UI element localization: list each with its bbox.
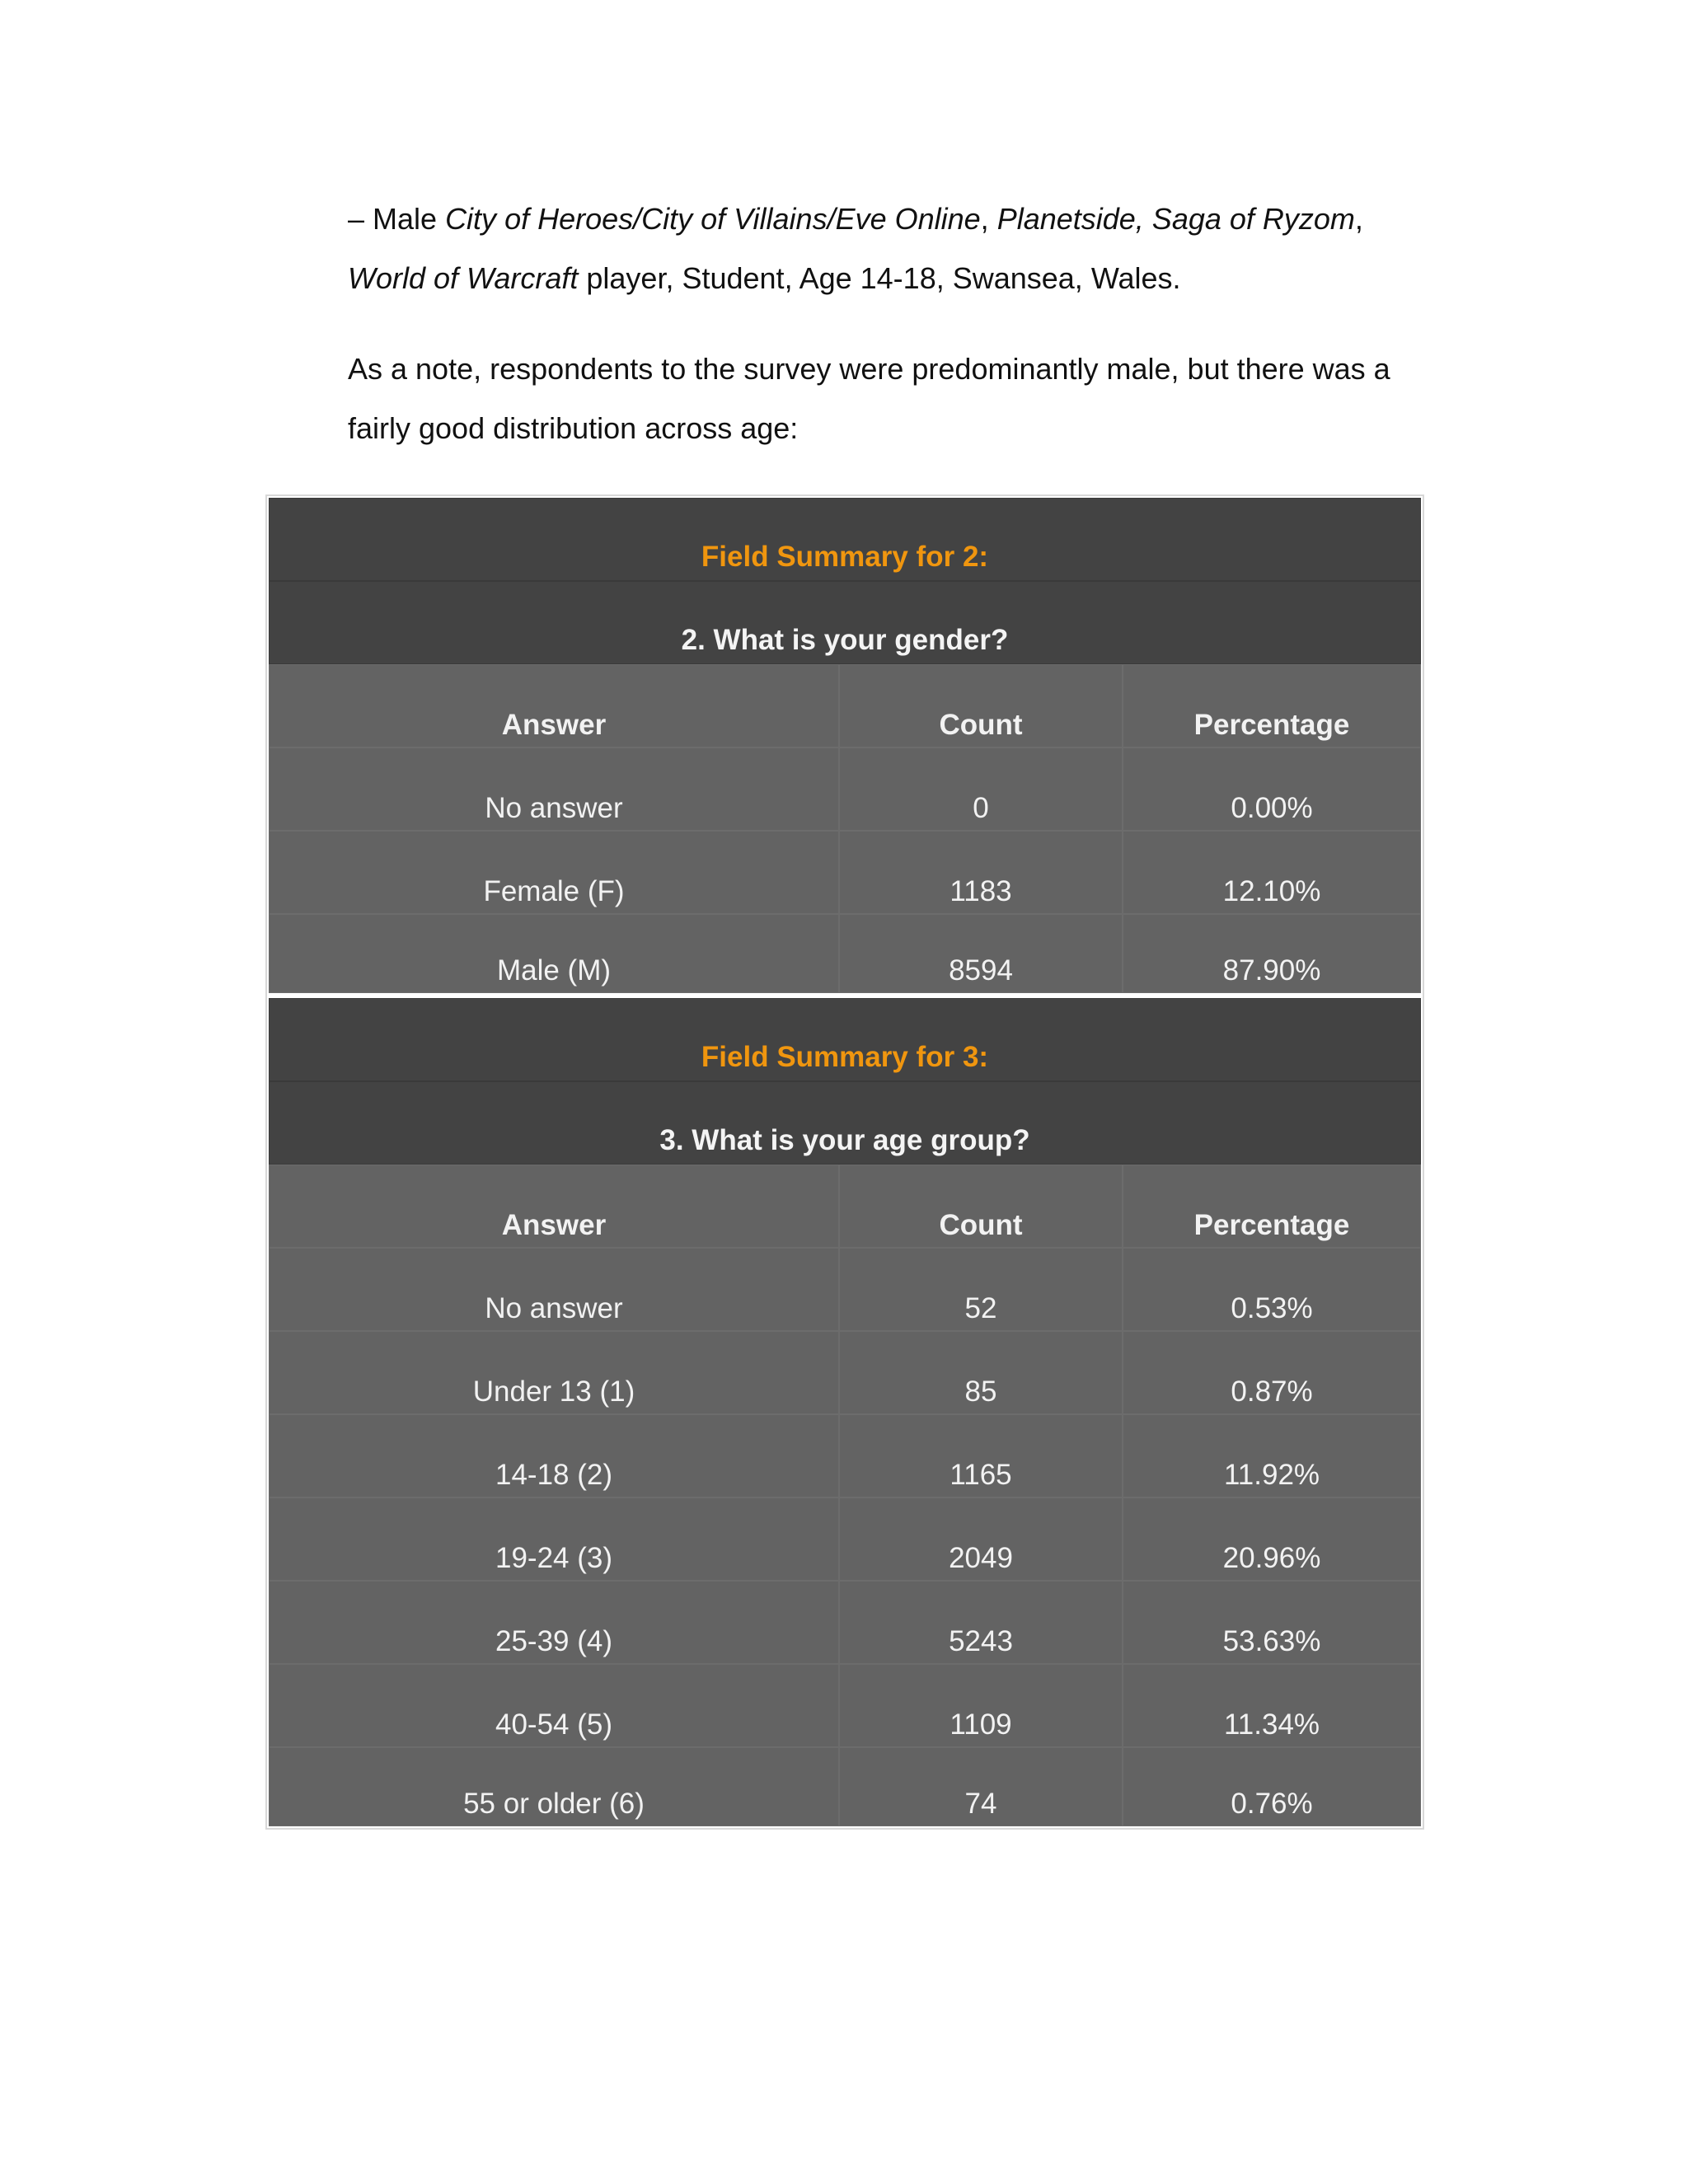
- percentage-cell: 0.76%: [1123, 1747, 1421, 1826]
- note-text: As a note, respondents to the survey were predominantly male, but there was a fairly good distribution across age:: [348, 352, 1390, 445]
- table-row: [269, 1747, 1421, 1826]
- percentage-cell: 0.53%: [1123, 1248, 1421, 1331]
- table-row: [269, 914, 1421, 993]
- percentage-cell: 53.63%: [1123, 1581, 1421, 1664]
- table-header-row: [269, 664, 1421, 748]
- table-row: [269, 1581, 1421, 1664]
- table-row: [269, 1414, 1421, 1497]
- survey-summary: [265, 494, 1424, 1830]
- percentage-cell: 20.96%: [1123, 1497, 1421, 1581]
- game-titles-b: Planetside, Saga of Ryzom: [996, 202, 1355, 236]
- answer-cell: 40-54 (5): [269, 1664, 839, 1747]
- table-row: [269, 1248, 1421, 1331]
- count-cell: 1183: [839, 831, 1123, 914]
- percentage-cell: 87.90%: [1123, 914, 1421, 993]
- count-cell: 85: [839, 1331, 1123, 1414]
- header-percentage: Percentage: [1123, 1165, 1421, 1248]
- count-cell: 1109: [839, 1664, 1123, 1747]
- count-cell: 5243: [839, 1581, 1123, 1664]
- header-answer: Answer: [269, 1165, 839, 1248]
- table-header-row: [269, 1165, 1421, 1248]
- answer-cell: No answer: [269, 748, 839, 831]
- attribution-dash: – Male: [348, 202, 446, 236]
- header-count: Count: [839, 664, 1123, 748]
- table-question: 3. What is your age group?: [269, 1081, 1421, 1165]
- answer-cell: Under 13 (1): [269, 1331, 839, 1414]
- table-title: Field Summary for 3:: [269, 998, 1421, 1081]
- answer-cell: Female (F): [269, 831, 839, 914]
- table-row: [269, 748, 1421, 831]
- percentage-cell: 0.00%: [1123, 748, 1421, 831]
- percentage-cell: 11.92%: [1123, 1414, 1421, 1497]
- table-title: Field Summary for 2:: [269, 498, 1421, 581]
- attribution-tail: player, Student, Age 14-18, Swansea, Wales.: [578, 261, 1181, 295]
- answer-cell: No answer: [269, 1248, 839, 1331]
- answer-cell: 19-24 (3): [269, 1497, 839, 1581]
- answer-cell: 25-39 (4): [269, 1581, 839, 1664]
- table-question: 2. What is your gender?: [269, 581, 1421, 664]
- percentage-cell: 12.10%: [1123, 831, 1421, 914]
- game-titles-a: City of Heroes/City of Villains/Eve Online: [445, 202, 981, 236]
- gender-summary-table: [269, 498, 1421, 993]
- count-cell: 2049: [839, 1497, 1123, 1581]
- count-cell: 52: [839, 1248, 1123, 1331]
- header-answer: Answer: [269, 664, 839, 748]
- header-count: Count: [839, 1165, 1123, 1248]
- count-cell: 74: [839, 1747, 1123, 1826]
- quote-attribution: [348, 190, 1436, 308]
- answer-cell: 55 or older (6): [269, 1747, 839, 1826]
- separator: ,: [980, 202, 997, 236]
- percentage-cell: 0.87%: [1123, 1331, 1421, 1414]
- separator: ,: [1354, 202, 1363, 236]
- answer-cell: Male (M): [269, 914, 839, 993]
- note-paragraph: [348, 340, 1436, 458]
- percentage-cell: 11.34%: [1123, 1664, 1421, 1747]
- table-row: [269, 1664, 1421, 1747]
- count-cell: 8594: [839, 914, 1123, 993]
- count-cell: 0: [839, 748, 1123, 831]
- table-row: [269, 1331, 1421, 1414]
- table-row: [269, 831, 1421, 914]
- game-titles-c: World of Warcraft: [348, 261, 579, 295]
- age-summary-table: [269, 998, 1421, 1826]
- header-percentage: Percentage: [1123, 664, 1421, 748]
- table-row: [269, 1497, 1421, 1581]
- answer-cell: 14-18 (2): [269, 1414, 839, 1497]
- count-cell: 1165: [839, 1414, 1123, 1497]
